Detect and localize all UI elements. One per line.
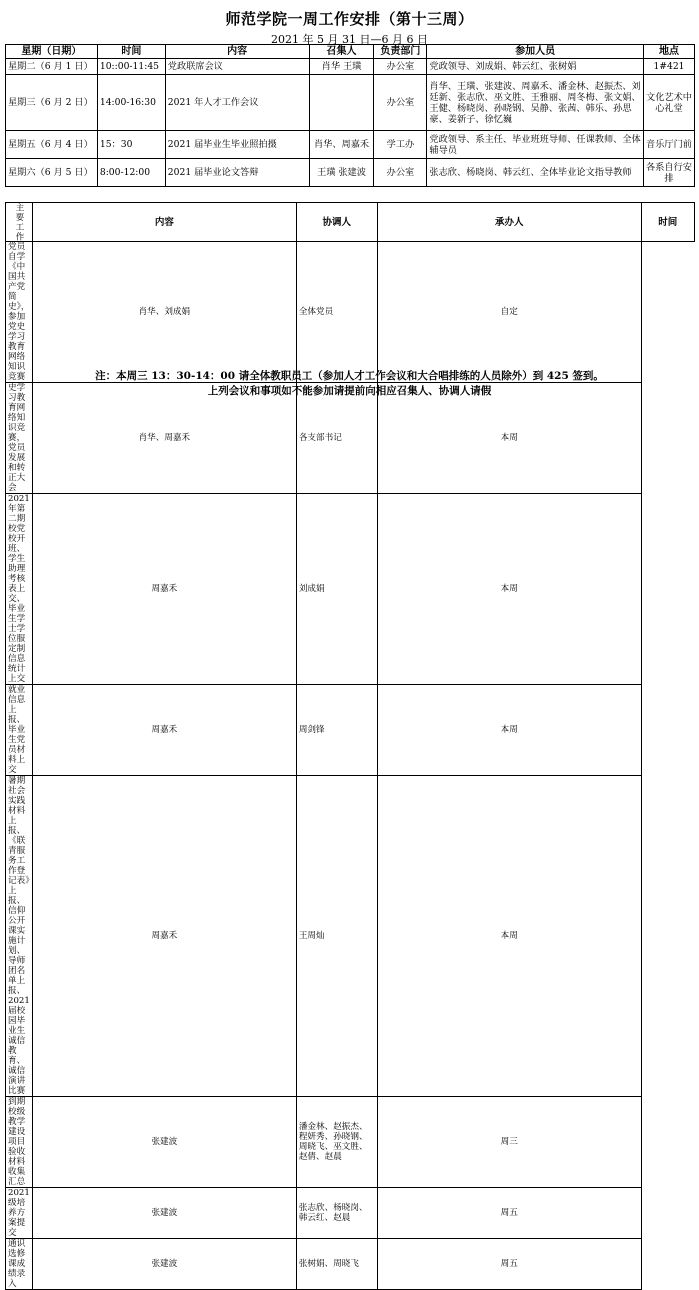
- schedule-dept: 学工办: [374, 131, 427, 159]
- document-title: 师范学院一周工作安排（第十三周）: [225, 10, 474, 28]
- schedule-row: [6, 131, 695, 159]
- task-row: [6, 383, 695, 494]
- schedule-convener: 王璜 张建波: [309, 159, 374, 187]
- tasks-header-coordinator: 协调人: [296, 203, 377, 242]
- task-coordinator: 周嘉禾: [32, 685, 296, 776]
- weekly-schedule-table: [5, 44, 695, 187]
- task-content: 暑期社会实践材料上报、《联青服务工作登记表》上报、信仰公开课实施计划、导师团名单上报、2021 届校园毕业生诚信教育、诚信演讲比赛: [6, 776, 33, 1097]
- task-row: [6, 1239, 695, 1290]
- schedule-time: 8:00-12:00: [97, 159, 165, 187]
- schedule-convener: 肖华 王璜: [309, 59, 374, 75]
- task-coordinator: 肖华、刘成娟: [32, 242, 296, 383]
- schedule-location: 各系自行安排: [644, 159, 695, 187]
- task-time: 周五: [377, 1188, 641, 1239]
- schedule-time: 10::00-11:45: [97, 59, 165, 75]
- task-time: 周五: [377, 1239, 641, 1290]
- task-undertaker: 周剑锋: [296, 685, 377, 776]
- header-content: 内容: [165, 45, 309, 59]
- schedule-time: 14:00-16:30: [97, 75, 165, 131]
- task-coordinator: 周嘉禾: [32, 494, 296, 685]
- schedule-row: [6, 59, 695, 75]
- task-row: [6, 242, 695, 383]
- task-time: 本周: [377, 494, 641, 685]
- schedule-attendees: 党政领导、刘成娟、韩云红、张树娟: [427, 59, 644, 75]
- task-undertaker: 张树娟、周晓飞: [296, 1239, 377, 1290]
- task-time: 本周: [377, 383, 641, 494]
- task-undertaker: 张志欣、杨晓岗、韩云红、赵晨: [296, 1188, 377, 1239]
- task-content: 通识选修课成绩录入: [6, 1239, 33, 1290]
- schedule-content: 2021 届毕业生毕业照拍摄: [165, 131, 309, 159]
- schedule-day: 星期六（6 月 5 日）: [6, 159, 98, 187]
- schedule-day: 星期三（6 月 2 日）: [6, 75, 98, 131]
- schedule-convener: [309, 75, 374, 131]
- header-time: 时间: [97, 45, 165, 59]
- task-undertaker: 王周灿: [296, 776, 377, 1097]
- task-undertaker: 各支部书记: [296, 383, 377, 494]
- schedule-row: [6, 75, 695, 131]
- task-time: 本周: [377, 776, 641, 1097]
- task-coordinator: 张建波: [32, 1097, 296, 1188]
- task-row: [6, 776, 695, 1097]
- tasks-side-label: 主要工作: [6, 203, 33, 242]
- tasks-header-row: [6, 203, 695, 242]
- header-day: 星期（日期）: [6, 45, 98, 59]
- task-row: [6, 685, 695, 776]
- schedule-dept: 办公室: [374, 75, 427, 131]
- task-content: 2021 年第二期校党校开班、学生助理考核表上交、毕业生学士学位服定制信息统计上交: [6, 494, 33, 685]
- tasks-header-content: 内容: [32, 203, 296, 242]
- task-undertaker: 全体党员: [296, 242, 377, 383]
- task-row: [6, 494, 695, 685]
- tasks-header-undertaker: 承办人: [377, 203, 641, 242]
- schedule-attendees: 党政领导、系主任、毕业班班导师、任课教师、全体辅导员: [427, 131, 644, 159]
- task-coordinator: 肖华、周嘉禾: [32, 383, 296, 494]
- header-location: 地点: [644, 45, 695, 59]
- main-tasks-table: [5, 202, 695, 1290]
- task-undertaker: 刘成娟: [296, 494, 377, 685]
- schedule-dept: 办公室: [374, 159, 427, 187]
- schedule-day: 星期五（6 月 4 日）: [6, 131, 98, 159]
- schedule-attendees: 张志欣、杨晓岗、韩云红、全体毕业论文指导教师: [427, 159, 644, 187]
- task-time: 自定: [377, 242, 641, 383]
- schedule-location: 文化艺术中心礼堂: [644, 75, 695, 131]
- schedule-dept: 办公室: [374, 59, 427, 75]
- schedule-header-row: [6, 45, 695, 59]
- task-undertaker: 潘金林、赵振杰、程妍秀、孙晓钢、周晓飞、巫文胜、赵倩、赵晨: [296, 1097, 377, 1188]
- date-range: 2021 年 5 月 31 日—6 月 6 日: [271, 33, 428, 46]
- header-convener: 召集人: [309, 45, 374, 59]
- task-time: 周三: [377, 1097, 641, 1188]
- note-line-1: 注：本周三 13：30-14：00 请全体教职员工（参加人才工作会议和大合唱排练的人员除外）到 425 签到。: [95, 370, 604, 382]
- schedule-convener: 肖华、周嘉禾: [309, 131, 374, 159]
- task-content: 2021 级培养方案提交: [6, 1188, 33, 1239]
- task-row: [6, 1188, 695, 1239]
- task-coordinator: 周嘉禾: [32, 776, 296, 1097]
- task-content: 到期校级教学建设项目验收材料收集汇总: [6, 1097, 33, 1188]
- schedule-location: 音乐厅门前: [644, 131, 695, 159]
- task-coordinator: 张建波: [32, 1188, 296, 1239]
- task-content: 就业信息上报、毕业生党员材料上交: [6, 685, 33, 776]
- schedule-content: 2021 届毕业论文答辩: [165, 159, 309, 187]
- header-dept: 负责部门: [374, 45, 427, 59]
- schedule-row: [6, 159, 695, 187]
- task-content: 史学习教育网络知识竞赛，党员发展和转正大会: [6, 383, 33, 494]
- schedule-time: 15：30: [97, 131, 165, 159]
- schedule-content: 2021 年人才工作会议: [165, 75, 309, 131]
- task-content: 党员自学《中国共产党简史》，参加党史学习教育网络知识竞赛: [6, 242, 33, 383]
- schedule-content: 党政联席会议: [165, 59, 309, 75]
- task-coordinator: 张建波: [32, 1239, 296, 1290]
- schedule-attendees: 肖华、王璜、张建波、周嘉禾、潘金林、赵振杰、刘廷新、张志欣、巫文胜、王雅丽、周冬梅、张文娟、王健、杨晓岗、孙晓钢、吴静、张茜、韩乐、孙思豪、姜新子、徐忆巍: [427, 75, 644, 131]
- schedule-location: 1#421: [644, 59, 695, 75]
- task-time: 本周: [377, 685, 641, 776]
- tasks-header-time: 时间: [641, 203, 694, 242]
- note-line-2: 上列会议和事项如不能参加请提前向相应召集人、协调人请假: [207, 385, 492, 397]
- schedule-day: 星期二（6 月 1 日）: [6, 59, 98, 75]
- task-row: [6, 1097, 695, 1188]
- header-attendees: 参加人员: [427, 45, 644, 59]
